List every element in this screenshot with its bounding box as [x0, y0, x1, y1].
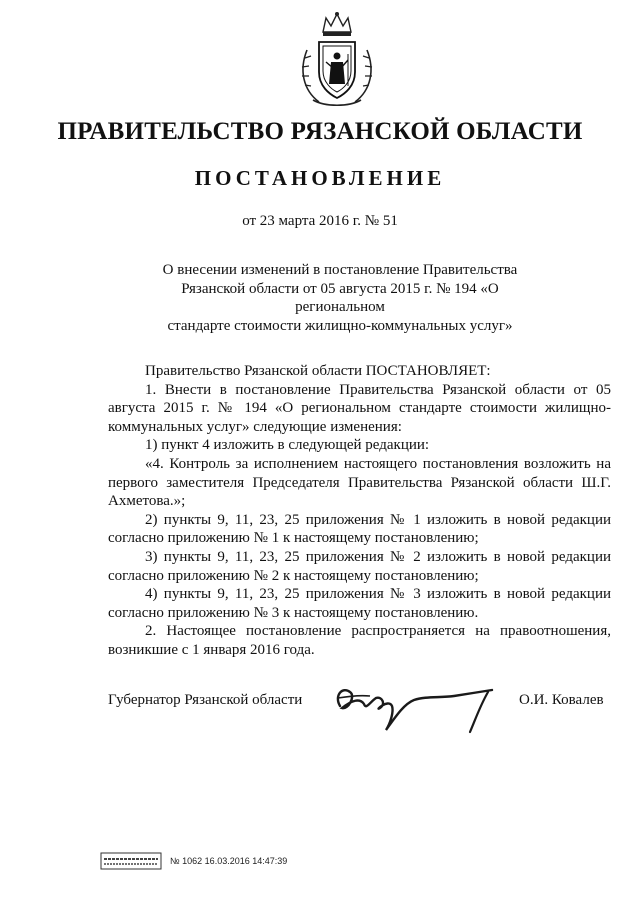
registry-stamp-icon: [100, 852, 162, 870]
body-paragraph: Правительство Рязанской области ПОСТАНОВЛЯЕТ:: [145, 363, 491, 379]
document-type: ПОСТАНОВЛЕНИЕ: [194, 166, 446, 190]
signatory-name: О.И. Ковалев: [519, 692, 604, 708]
body-paragraph: 4) пункты 9, 11, 23, 25 приложения № 3 изложить в новой редакции согласно приложению № 3 к настоящему постановлению.: [108, 586, 611, 621]
body-paragraph: 1) пункт 4 изложить в следующей редакции:: [145, 437, 430, 454]
body-paragraph: 1. Внести в постановление Правительства Рязанской области от 05 августа 2015 г. № 194 «О региональном стандарте стоимости жилищно-коммунальных услуг» следующие изменения:: [108, 381, 611, 435]
body-paragraph: «4. Контроль за исполнением настоящего постановления возложить на первого заместителя Председателя Правительства Рязанской области Ш.Г. Ахметова.»;: [108, 455, 611, 510]
document-date-number: от 23 марта 2016 г. № 51: [242, 213, 398, 229]
subject-line: О внесении изменений в постановление Правительства: [162, 262, 518, 278]
subject-line: Рязанской области от 05 августа 2015 г. № 194 «О региональном: [181, 280, 499, 315]
document-body: [108, 362, 611, 660]
document-subject: [140, 261, 540, 335]
handwritten-signature: [330, 676, 500, 736]
body-paragraph: 3) пункты 9, 11, 23, 25 приложения № 2 изложить в новой редакции согласно приложению № 2 к настоящему постановлению;: [108, 548, 611, 584]
signatory-position: Губернатор Рязанской области: [108, 692, 303, 708]
subject-line: стандарте стоимости жилищно-коммунальных услуг»: [167, 317, 513, 334]
coat-of-arms-icon: [293, 10, 381, 110]
registration-mark: № 1062 16.03.2016 14:47:39: [170, 856, 288, 866]
body-paragraph: 2. Настоящее постановление распространяется на правоотношения, возникшие с 1 января 2016 года.: [108, 623, 611, 658]
organization-title: ПРАВИТЕЛЬСТВО РЯЗАНСКОЙ ОБЛАСТИ: [57, 118, 583, 145]
body-paragraph: 2) пункты 9, 11, 23, 25 приложения № 1 изложить в новой редакции согласно приложению № 1 к настоящему постановлению;: [108, 511, 611, 547]
